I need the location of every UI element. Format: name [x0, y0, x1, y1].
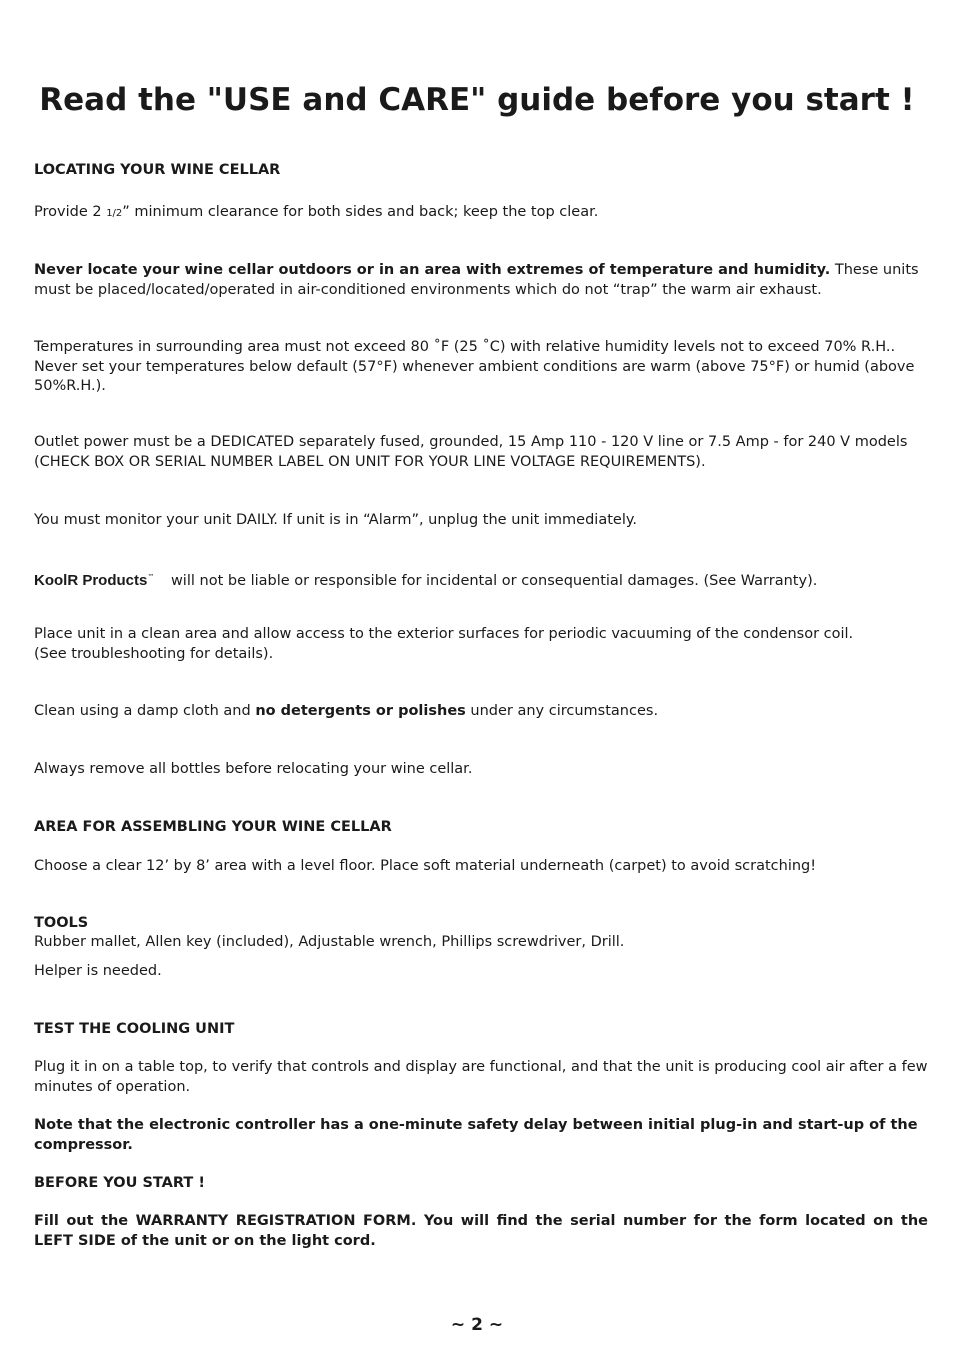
section-heading-assembling: AREA FOR ASSEMBLING YOUR WINE CELLAR: [34, 819, 392, 835]
cleaning-suffix: under any circumstances.: [465, 703, 659, 719]
cooling-note: Note that the electronic controller has a one-minute safety delay between initial plug-in and start-up of the compressor.: [34, 1117, 918, 1153]
never-locate-warning: Never locate your wine cellar outdoors or in an area with extremes of temperature and humidity.: [34, 262, 831, 278]
relocate-paragraph: Always remove all bottles before relocating your wine cellar.: [34, 761, 473, 777]
page-number: ~ 2 ~: [450, 1315, 504, 1335]
cleaning-warning: no detergents or polishes: [255, 703, 466, 719]
trademark-symbol: ™: [147, 573, 155, 581]
assembling-paragraph: Choose a clear 12’ by 8’ area with a level floor. Place soft material underneath (carpet) to avoid scratching!: [34, 858, 817, 874]
temperature-paragraph: [34, 338, 928, 397]
placement-note: (See troubleshooting for details).: [34, 645, 274, 662]
placement-text: Place unit in a clean area and allow access to the exterior surfaces for periodic vacuuming of the condensor coil.: [34, 626, 854, 642]
cleaning-paragraph: [34, 702, 928, 722]
helper-note: Helper is needed.: [34, 963, 162, 979]
cooling-paragraph: Plug it in on a table top, to verify that controls and display are functional, and that the unit is producing cool air after a few minutes of operation.: [34, 1059, 928, 1095]
section-heading-before: BEFORE YOU START !: [34, 1175, 205, 1191]
monitor-paragraph: You must monitor your unit DAILY. If unit is in “Alarm”, unplug the unit immediately.: [34, 512, 637, 528]
clearance-prefix: Provide 2: [34, 204, 107, 220]
tools-list: Rubber mallet, Allen key (included), Adjustable wrench, Phillips screwdriver, Drill.: [34, 934, 625, 950]
placement-paragraph: [34, 625, 928, 664]
section-heading-cooling: TEST THE COOLING UNIT: [34, 1021, 235, 1037]
outlet-paragraph: Outlet power must be a DEDICATED separately fused, grounded, 15 Amp 110 - 120 V line or 7.5 Amp - for 240 V models (CHECK BOX OR SERIAL NUMBER LABEL ON UNIT FOR YOUR LINE VOLTAGE REQUIREMENTS).: [34, 434, 908, 470]
page-title: Read the "USE and CARE" guide before you start !: [39, 82, 915, 118]
never-locate-paragraph: [34, 261, 928, 300]
section-heading-tools: TOOLS: [34, 915, 89, 931]
liability-paragraph: [34, 568, 928, 591]
clearance-paragraph: [34, 203, 928, 224]
temperature-default: Never set your temperatures below default (57°F) whenever ambient conditions are warm (above 75°F) or humid (above 50%R.H.).: [34, 358, 915, 394]
clearance-fraction: 1/2: [106, 208, 123, 219]
section-heading-locating: LOCATING YOUR WINE CELLAR: [34, 162, 281, 178]
warranty-paragraph: Fill out the WARRANTY REGISTRATION FORM. You will find the serial number for the form located on the LEFT SIDE of the unit or on the light cord.: [34, 1213, 928, 1249]
never-locate-detail: These units must be placed/located/operated in air-conditioned environments which do not “trap” the warm air exhaust.: [34, 262, 919, 298]
cleaning-prefix: Clean using a damp cloth and: [34, 703, 256, 719]
temperature-limit: Temperatures in surrounding area must not exceed 80 ˚F (25 ˚C) with relative humidity levels not to exceed 70% R.H..: [34, 339, 896, 355]
clearance-suffix: ” minimum clearance for both sides and back; keep the top clear.: [122, 204, 599, 220]
brand-name: KoolR Products: [34, 571, 148, 589]
liability-text: will not be liable or responsible for incidental or consequential damages. (See Warranty).: [166, 572, 818, 589]
